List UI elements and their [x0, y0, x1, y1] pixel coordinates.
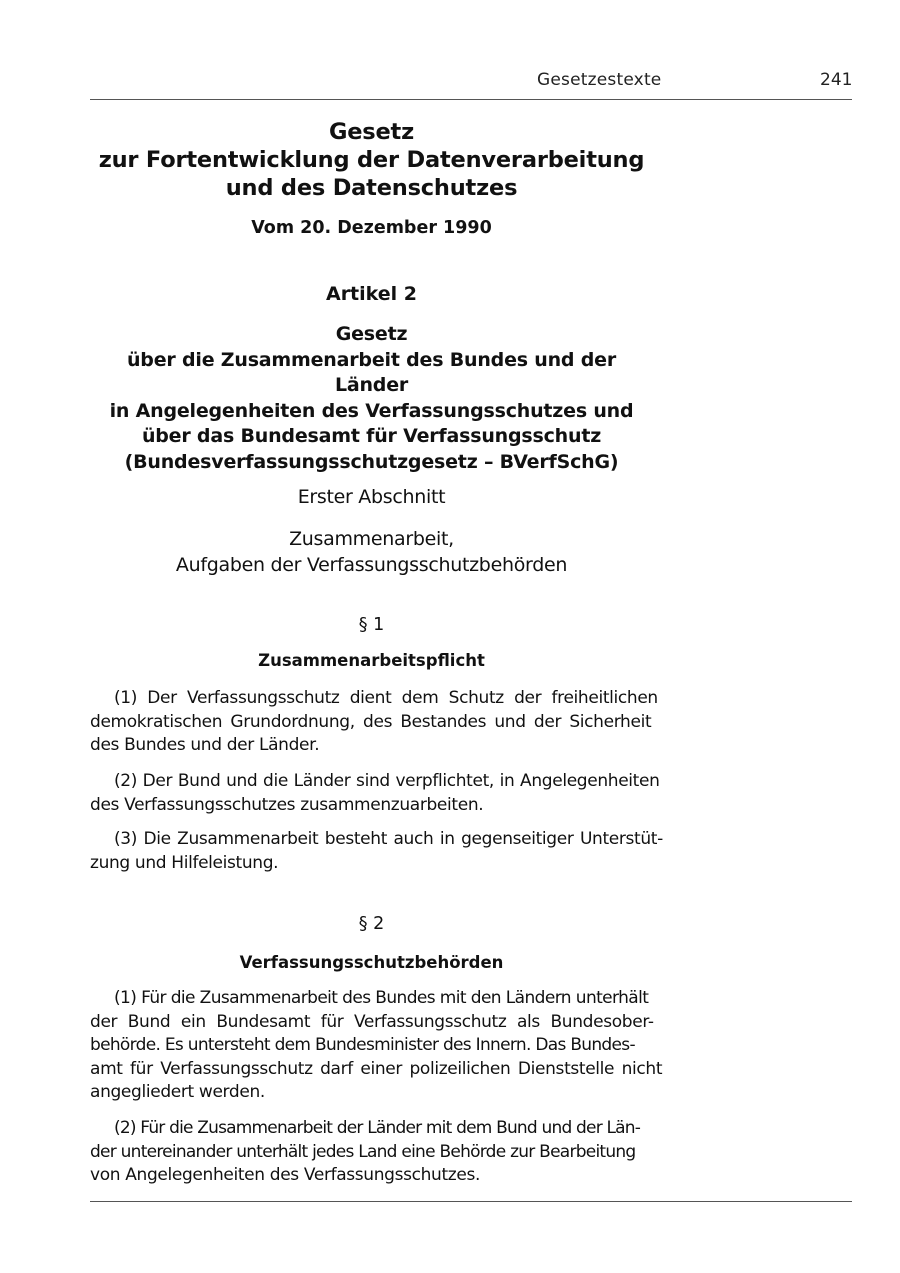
footer-divider — [90, 1201, 852, 1202]
running-title: Gesetzestexte — [537, 70, 662, 90]
law-title-line: in Angelegenheiten des Verfassungsschutzes und — [109, 399, 634, 422]
paragraph-line: von Angelegenheiten des Verfassungsschutzes. — [90, 1165, 481, 1185]
paragraph-line: der untereinander unterhält jedes Land eine Behörde zur Bearbeitung — [90, 1141, 636, 1162]
paragraph — [90, 687, 658, 758]
paragraph-line: (1) Für die Zusammenarbeit des Bundes mit den Ländern unterhält — [114, 988, 649, 1008]
document-date: Vom 20. Dezember 1990 — [251, 218, 492, 238]
paragraph-line: (2) Für die Zusammenarbeit der Länder mit dem Bund und der Län- — [114, 1118, 641, 1138]
paragraph-line: angegliedert werden. — [90, 1082, 265, 1102]
paragraph-line: demokratischen Grundordnung, des Bestandes und der Sicherheit — [90, 711, 652, 732]
section-title: Verfassungsschutzbehörden — [239, 953, 504, 972]
law-title-line: Gesetz — [335, 323, 408, 345]
article-heading: Artikel 2 — [325, 283, 418, 305]
chapter-title — [90, 527, 653, 578]
chapter-heading: Erster Abschnitt — [297, 486, 446, 508]
paragraph-line: des Bundes und der Länder. — [90, 735, 320, 755]
chapter-title-line: Zusammenarbeit, — [289, 528, 454, 550]
header-divider — [90, 99, 852, 100]
section-title: Zusammenarbeitspflicht — [258, 651, 485, 670]
title-line: zur Fortentwicklung der Datenverarbeitung — [98, 147, 645, 173]
paragraph-line: (1) Der Verfassungsschutz dient dem Schutz der freiheitlichen — [114, 688, 658, 708]
paragraph — [90, 770, 660, 817]
section-mark: § 1 — [358, 615, 385, 635]
paragraph — [90, 828, 663, 875]
paragraph-line: der Bund ein Bundesamt für Verfassungsschutz als Bundesober- — [90, 1011, 654, 1032]
law-title-line: über die Zusammenarbeit des Bundes und der Länder — [126, 348, 617, 396]
paragraph — [90, 1117, 653, 1188]
paragraph-line: des Verfassungsschutzes zusammenzuarbeiten. — [90, 794, 484, 815]
law-title — [90, 322, 653, 475]
paragraph-line: behörde. Es untersteht dem Bundesminister des Innern. Das Bundes- — [90, 1035, 635, 1055]
paragraph — [90, 987, 663, 1105]
section-mark: § 2 — [358, 914, 385, 934]
paragraph-line: (3) Die Zusammenarbeit besteht auch in gegenseitiger Unterstüt- — [114, 829, 663, 849]
law-title-line: über das Bundesamt für Verfassungsschutz — [141, 425, 602, 447]
law-title-line: (Bundesverfassungsschutzgesetz – BVerfSchG) — [124, 450, 619, 473]
document-title — [90, 118, 653, 202]
paragraph-line: zung und Hilfeleistung. — [90, 852, 279, 873]
paragraph-line: (2) Der Bund und die Länder sind verpflichtet, in Angelegenheiten — [114, 771, 660, 791]
title-line: Gesetz — [328, 119, 415, 145]
paragraph-line: amt für Verfassungsschutz darf einer polizeilichen Dienststelle nicht — [90, 1058, 663, 1079]
page-number: 241 — [820, 70, 853, 90]
title-line: und des Datenschutzes — [225, 175, 518, 201]
chapter-title-line: Aufgaben der Verfassungsschutzbehörden — [175, 553, 568, 576]
